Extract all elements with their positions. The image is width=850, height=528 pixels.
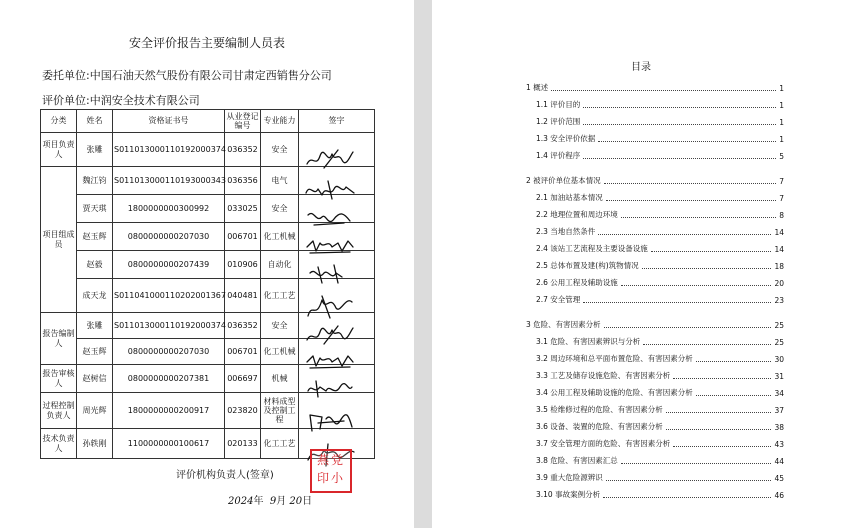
toc-entry[interactable] xyxy=(536,348,784,364)
toc-entry[interactable] xyxy=(536,331,784,347)
toc-entry-label: 1.3 安全评价依据 xyxy=(536,134,596,143)
toc-entry-page: 8 xyxy=(779,211,784,220)
client-line xyxy=(42,67,332,83)
cell-cert: 0800000000207030 xyxy=(113,339,225,365)
toc-leader-dots xyxy=(604,183,777,184)
toc-entry-label: 3.4 公用工程及辅助设施的危险、有害因素分析 xyxy=(536,388,693,397)
cell-reg: 006701 xyxy=(225,339,261,365)
toc-leader-dots xyxy=(583,302,771,303)
toc-entry-label: 1 概述 xyxy=(526,83,549,92)
toc-entry[interactable] xyxy=(536,94,784,110)
toc-entry-page: 25 xyxy=(774,321,784,330)
toc-entry-page: 18 xyxy=(774,262,784,271)
cell-name: 赵毅 xyxy=(77,251,113,279)
cell-reg: 010906 xyxy=(225,251,261,279)
cell-reg: 020133 xyxy=(225,429,261,459)
toc-entry-label: 3.1 危险、有害因素辨识与分析 xyxy=(536,337,641,346)
cell-skill: 机械 xyxy=(261,365,299,393)
cell-reg: 036356 xyxy=(225,167,261,195)
toc-leader-dots xyxy=(583,107,776,108)
toc-entry[interactable] xyxy=(536,484,784,500)
toc-entry-page: 44 xyxy=(774,457,784,466)
toc-entry[interactable] xyxy=(526,314,784,330)
cell-name: 张雕 xyxy=(77,313,113,339)
toc-entry[interactable] xyxy=(526,170,784,186)
cell-cert: S011041000110202001367 xyxy=(113,279,225,313)
cell-cert: 0800000000207030 xyxy=(113,223,225,251)
cell-skill: 化工机械 xyxy=(261,339,299,365)
toc-entry-page: 7 xyxy=(779,177,784,186)
toc-entry[interactable] xyxy=(536,238,784,254)
cell-name: 赵树信 xyxy=(77,365,113,393)
toc-entry[interactable] xyxy=(536,399,784,415)
cell-reg: 006701 xyxy=(225,223,261,251)
cell-skill: 安全 xyxy=(261,133,299,167)
cell-reg: 023820 xyxy=(225,393,261,429)
cell-signature xyxy=(299,133,375,167)
toc-leader-dots xyxy=(673,378,771,379)
cell-name: 成天龙 xyxy=(77,279,113,313)
toc-entry[interactable] xyxy=(536,450,784,466)
cell-name: 周光辉 xyxy=(77,393,113,429)
date-day-suffix: 日 xyxy=(302,496,313,507)
cell-skill: 安全 xyxy=(261,195,299,223)
stamp-char: 党 xyxy=(331,453,346,467)
header-cert: 资格证书号 xyxy=(113,110,225,133)
stamp-line-2 xyxy=(312,469,350,487)
cell-category: 报告审核人 xyxy=(41,365,77,393)
toc-entry-label: 2 被评价单位基本情况 xyxy=(526,176,601,185)
toc-entry-label: 3.10 事故案例分析 xyxy=(536,490,601,499)
toc-leader-dots xyxy=(651,251,772,252)
toc-entry[interactable] xyxy=(536,416,784,432)
toc-entry[interactable] xyxy=(536,204,784,220)
signing-date xyxy=(228,492,312,507)
toc-leader-dots xyxy=(583,158,776,159)
toc-entry-label: 3.3 工艺及储存设施危险、有害因素分析 xyxy=(536,371,671,380)
toc-entry-label: 2.1 加油站基本情况 xyxy=(536,193,603,202)
cell-cert: 1800000000300992 xyxy=(113,195,225,223)
toc-entry-page: 30 xyxy=(774,355,784,364)
toc-entry[interactable] xyxy=(536,272,784,288)
toc-entry-page: 38 xyxy=(774,423,784,432)
toc-entry-label: 3.2 周边环境和总平面布置危险、有害因素分析 xyxy=(536,354,693,363)
cell-category: 报告编制人 xyxy=(41,313,77,365)
toc-entry-page: 1 xyxy=(779,118,784,127)
header-sign: 签字 xyxy=(299,110,375,133)
toc-leader-dots xyxy=(696,395,772,396)
cell-cert: S011013000110193000343 xyxy=(113,167,225,195)
toc-entry-page: 1 xyxy=(779,84,784,93)
toc-entry-page: 20 xyxy=(774,279,784,288)
stamp-line-1 xyxy=(312,451,350,469)
document-title: 安全评价报告主要编制人员表 xyxy=(128,36,285,50)
header-category: 分类 xyxy=(41,110,77,133)
header-name: 姓名 xyxy=(77,110,113,133)
header-reg: 从业登记编号 xyxy=(225,110,261,133)
cell-reg: 033025 xyxy=(225,195,261,223)
toc-entry-label: 2.2 地理位置和周边环境 xyxy=(536,210,618,219)
stamp-char: 小 xyxy=(331,471,346,485)
toc-leader-dots xyxy=(606,200,776,201)
toc-entry-label: 3.6 设备、装置的危险、有害因素分析 xyxy=(536,422,663,431)
toc-leader-dots xyxy=(621,285,772,286)
table-header-row xyxy=(41,110,375,133)
toc-entry-page: 7 xyxy=(779,194,784,203)
stamp-char: 燕 xyxy=(316,453,331,467)
client-label: 委托单位: xyxy=(42,69,90,82)
toc-entry-label: 1.4 评价程序 xyxy=(536,151,581,160)
agency-head-label: 评价机构负责人(签章) xyxy=(176,470,274,481)
cell-cert: 0800000000207439 xyxy=(113,251,225,279)
toc-entry[interactable] xyxy=(536,467,784,483)
date-month: 9 xyxy=(269,496,277,507)
toc-leader-dots xyxy=(551,90,776,91)
toc-entry[interactable] xyxy=(536,382,784,398)
cell-category: 过程控制负责人 xyxy=(41,393,77,429)
toc-entry-page: 14 xyxy=(774,245,784,254)
toc-entry[interactable] xyxy=(536,255,784,271)
toc-entry-label: 2.3 当地自然条件 xyxy=(536,227,596,236)
cell-cert: S011013000110192000374 xyxy=(113,313,225,339)
cell-reg: 036352 xyxy=(225,313,261,339)
cell-skill: 化工机械 xyxy=(261,223,299,251)
date-year: 2024 xyxy=(228,496,254,507)
cell-cert: S011013000110192000374 xyxy=(113,133,225,167)
toc-entry[interactable] xyxy=(536,145,784,161)
staff-table xyxy=(40,109,375,459)
toc-entry[interactable] xyxy=(536,128,784,144)
toc-entry-label: 2.5 总体布置及建(构)筑物情况 xyxy=(536,261,639,270)
toc-leader-dots xyxy=(606,480,772,481)
toc-entry-label: 1.1 评价目的 xyxy=(536,100,581,109)
toc-entry-page: 37 xyxy=(774,406,784,415)
toc-entry-page: 31 xyxy=(774,372,784,381)
toc-leader-dots xyxy=(643,344,771,345)
toc-leader-dots xyxy=(583,124,776,125)
toc-title: 目录 xyxy=(631,62,651,73)
toc-entry-label: 3 危险、有害因素分析 xyxy=(526,320,601,329)
cell-skill: 材料成型及控制工程 xyxy=(261,393,299,429)
client-value: 中国石油天然气股份有限公司甘肃定西销售分公司 xyxy=(89,69,332,82)
toc-entry-page: 23 xyxy=(774,296,784,305)
toc-entry-page: 5 xyxy=(779,152,784,161)
toc-entry-page: 43 xyxy=(774,440,784,449)
toc-entry-page: 14 xyxy=(774,228,784,237)
cell-cert: 1100000000100617 xyxy=(113,429,225,459)
toc-entry-label: 1.2 评价范围 xyxy=(536,117,581,126)
toc-entry-page: 25 xyxy=(774,338,784,347)
toc-entry[interactable] xyxy=(536,221,784,237)
cell-skill: 自动化 xyxy=(261,251,299,279)
cell-name: 赵玉辉 xyxy=(77,339,113,365)
cell-skill: 化工工艺 xyxy=(261,429,299,459)
toc-entry-label: 2.6 公用工程及辅助设施 xyxy=(536,278,618,287)
toc-entry-label: 2.4 该站工艺流程及主要设备设施 xyxy=(536,244,648,253)
toc-entry[interactable] xyxy=(536,433,784,449)
stamp-char: 印 xyxy=(316,471,331,485)
date-month-suffix: 月 xyxy=(276,496,287,507)
cell-skill: 电气 xyxy=(261,167,299,195)
toc-entry-page: 1 xyxy=(779,101,784,110)
toc-leader-dots xyxy=(621,217,776,218)
cell-name: 魏江钧 xyxy=(77,167,113,195)
toc-entry-label: 3.9 重大危险源辨识 xyxy=(536,473,603,482)
toc-leader-dots xyxy=(598,234,771,235)
toc-entry-page: 46 xyxy=(774,491,784,500)
cell-reg: 006697 xyxy=(225,365,261,393)
toc-leader-dots xyxy=(603,497,771,498)
evaluator-value: 中润安全技术有限公司 xyxy=(89,94,200,107)
table-row xyxy=(41,133,375,167)
toc-leader-dots xyxy=(673,446,771,447)
toc-leader-dots xyxy=(598,141,776,142)
cell-name: 赵玉辉 xyxy=(77,223,113,251)
cell-name: 孙轶刚 xyxy=(77,429,113,459)
toc-entry-label: 2.7 安全管理 xyxy=(536,295,581,304)
toc-entry-label: 3.5 检维修过程的危险、有害因素分析 xyxy=(536,405,663,414)
cell-name: 张雕 xyxy=(77,133,113,167)
toc-leader-dots xyxy=(621,463,772,464)
toc-entry[interactable] xyxy=(536,187,784,203)
cell-reg: 040481 xyxy=(225,279,261,313)
date-year-suffix: 年 xyxy=(253,496,264,507)
toc-leader-dots xyxy=(696,361,772,362)
cell-category: 技术负责人 xyxy=(41,429,77,459)
toc-entry-page: 34 xyxy=(774,389,784,398)
cell-category: 项目负责人 xyxy=(41,133,77,167)
toc-entry-page: 45 xyxy=(774,474,784,483)
toc-leader-dots xyxy=(604,327,772,328)
cell-cert: 1800000000200917 xyxy=(113,393,225,429)
toc-entry[interactable] xyxy=(536,289,784,305)
toc-entry[interactable] xyxy=(536,111,784,127)
cell-cert: 0800000000207381 xyxy=(113,365,225,393)
date-day: 20 xyxy=(289,496,303,507)
toc-leader-dots xyxy=(666,429,772,430)
evaluator-line xyxy=(42,92,200,108)
report-page-right xyxy=(432,0,850,528)
red-seal-stamp xyxy=(310,449,352,493)
cell-name: 贾天琪 xyxy=(77,195,113,223)
toc-entry[interactable] xyxy=(536,365,784,381)
toc-entry-label: 3.7 安全管理方面的危险、有害因素分析 xyxy=(536,439,671,448)
cell-skill: 安全 xyxy=(261,313,299,339)
evaluator-label: 评价单位: xyxy=(42,94,90,107)
toc-entry-label: 3.8 危险、有害因素汇总 xyxy=(536,456,618,465)
toc-entry-page: 1 xyxy=(779,135,784,144)
report-page-left xyxy=(0,0,414,528)
header-skill: 专业能力 xyxy=(261,110,299,133)
toc-leader-dots xyxy=(642,268,772,269)
toc-entry[interactable] xyxy=(526,77,784,93)
cell-skill: 化工工艺 xyxy=(261,279,299,313)
toc-leader-dots xyxy=(666,412,772,413)
cell-category: 项目组成员 xyxy=(41,167,77,313)
cell-reg: 036352 xyxy=(225,133,261,167)
